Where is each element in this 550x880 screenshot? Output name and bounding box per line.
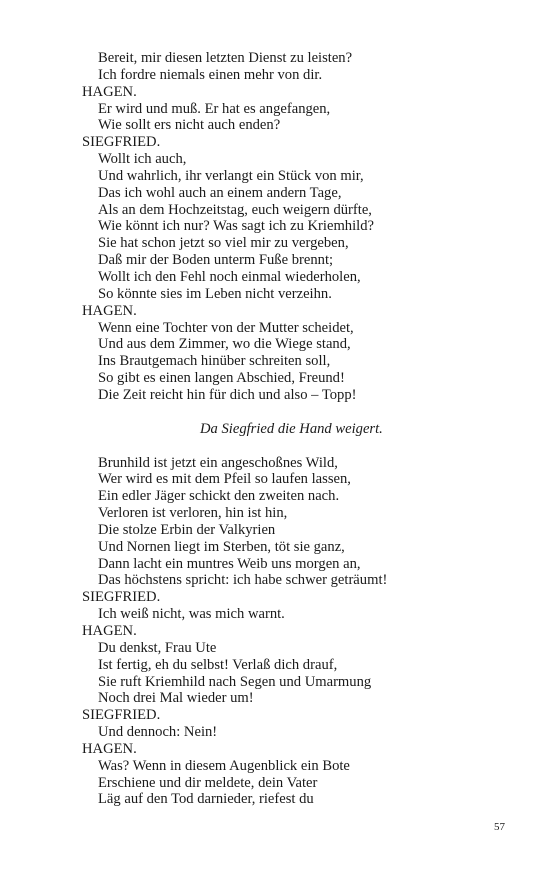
verse-line: Wenn eine Tochter von der Mutter scheidet,: [98, 319, 354, 336]
verse-line: Daß mir der Boden unterm Fuße brennt;: [98, 252, 334, 269]
verse-line: Wollt ich auch,: [98, 151, 187, 168]
verse-line: Sie ruft Kriemhild nach Segen und Umarmung: [98, 673, 372, 690]
verse-line: Und aus dem Zimmer, wo die Wiege stand,: [98, 336, 351, 353]
verse-line: Wie sollt ers nicht auch enden?: [98, 117, 281, 134]
verse-line: Wollt ich den Fehl noch einmal wiederholen,: [98, 268, 361, 285]
verse-line: Und Nornen liegt im Sterben, töt sie ganz,: [98, 538, 345, 555]
verse-line: Läg auf den Tod darnieder, riefest du: [98, 791, 314, 808]
verse-line: Er wird und muß. Er hat es angefangen,: [98, 100, 331, 117]
speaker-name: SIEGFRIED.: [82, 134, 161, 151]
verse-line: Ich fordre niemals einen mehr von dir.: [98, 66, 323, 83]
speaker-name: HAGEN.: [82, 740, 137, 757]
verse-line: Und dennoch: Nein!: [98, 724, 218, 741]
verse-line: Als an dem Hochzeitstag, euch weigern dürfte,: [98, 201, 372, 218]
verse-line: Ist fertig, eh du selbst! Verlaß dich drauf,: [98, 656, 338, 673]
verse-line: Du denkst, Frau Ute: [98, 639, 217, 656]
speaker-name: SIEGFRIED.: [82, 707, 161, 724]
speaker-name: HAGEN.: [82, 83, 137, 100]
verse-line: Das höchstens spricht: ich habe schwer geträumt!: [98, 572, 388, 589]
verse-line: Sie hat schon jetzt so viel mir zu vergeben,: [98, 235, 349, 252]
verse-line: Ich weiß nicht, was mich warnt.: [98, 606, 285, 623]
speaker-name: HAGEN.: [82, 302, 137, 319]
dialogue-block-2: [82, 455, 522, 809]
verse-line: Noch drei Mal wieder um!: [98, 690, 254, 707]
verse-line: So könnte sies im Leben nicht verzeihn.: [98, 285, 332, 302]
verse-line: Bereit, mir diesen letzten Dienst zu leisten?: [98, 50, 353, 66]
dialogue-block-1: [82, 50, 522, 404]
verse-line: Erschiene und dir meldete, dein Vater: [98, 774, 318, 791]
verse-line: Ins Brautgemach hinüber schreiten soll,: [98, 353, 331, 370]
verse-line: Und wahrlich, ihr verlangt ein Stück von mir,: [98, 167, 364, 184]
verse-line: Brunhild ist jetzt ein angeschoßnes Wild,: [98, 454, 338, 471]
verse-line: Wie könnt ich nur? Was sagt ich zu Kriemhild?: [98, 218, 374, 235]
verse-line: Verloren ist verloren, hin ist hin,: [98, 505, 288, 522]
page-text: [82, 50, 522, 808]
verse-line: Was? Wenn in diesem Augenblick ein Bote: [98, 757, 350, 774]
verse-line: So gibt es einen langen Abschied, Freund!: [98, 370, 345, 387]
stage-direction: Da Siegfried die Hand weigert.: [200, 420, 383, 437]
verse-line: Die Zeit reicht hin für dich und also – Topp!: [98, 386, 357, 403]
verse-line: Dann lacht ein muntres Weib uns morgen an,: [98, 555, 361, 572]
verse-line: Wer wird es mit dem Pfeil so laufen lassen,: [98, 471, 351, 488]
speaker-name: SIEGFRIED.: [82, 589, 161, 606]
speaker-name: HAGEN.: [82, 623, 137, 639]
page-number: 57: [494, 821, 505, 833]
verse-line: Das ich wohl auch an einem andern Tage,: [98, 184, 342, 201]
verse-line: Ein edler Jäger schickt den zweiten nach.: [98, 488, 340, 505]
verse-line: Die stolze Erbin der Valkyrien: [98, 521, 276, 538]
